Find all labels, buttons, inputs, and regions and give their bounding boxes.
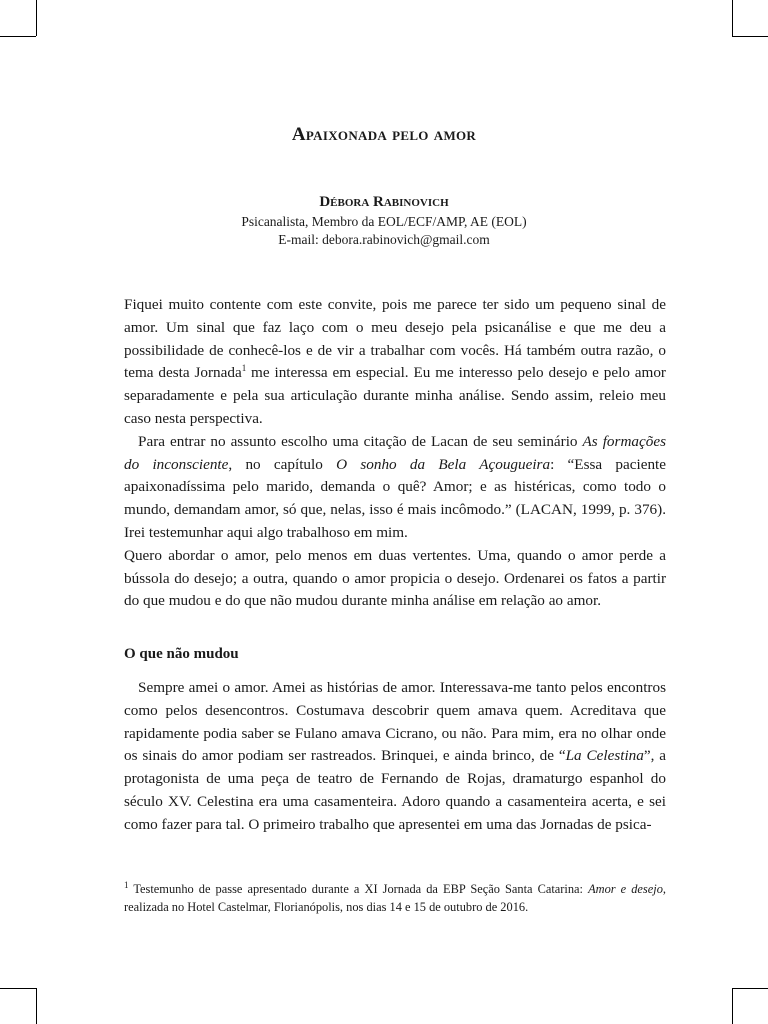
author-affiliation: Psicanalista, Membro da EOL/ECF/AMP, AE (EOL) bbox=[241, 214, 527, 229]
paragraph: Sempre amei o amor. Amei as histórias de amor. Interessava-me tanto pelos encontros como pelos desencontros. Costumava descobrir quem amava quem. Acreditava que rapidamente podia saber se Fulano amava Cicrano, ou não. Para mim, era no olhar onde os sinais do amor podiam ser rastreados. Brinquei, e ainda brinco, de “La Celestina”, a protagonista de uma peça de teatro de Fernando de Rojas, dramaturgo espanhol do século XV. Celestina era uma casamenteira. Adoro quando a casamenteira acerta, e sei como fazer para tal. O primeiro trabalho que apresentei em uma das Jornadas de psica- bbox=[124, 679, 666, 833]
author-email: E-mail: debora.rabinovich@gmail.com bbox=[278, 232, 490, 247]
italic-event: Amor e desejo bbox=[588, 882, 663, 896]
crop-mark bbox=[732, 36, 768, 37]
crop-mark bbox=[36, 988, 37, 1024]
crop-mark bbox=[0, 36, 36, 37]
crop-mark bbox=[732, 0, 733, 36]
italic-chapter: O sonho da Bela Açougueira bbox=[336, 455, 551, 473]
italic-title: La Celestina bbox=[565, 747, 644, 765]
section-body bbox=[124, 677, 666, 837]
paragraph: Para entrar no assunto escolho uma citação de Lacan de seu seminário As formações do inconsciente, no capítulo O sonho da Bela Açougueira: “Essa paciente apaixonadíssima pelo marido, demanda o quê? Amor; e as histéricas, como todo o mundo, demandam amor, só que, nelas, isso é mais incômodo.” (LACAN, 1999, p. 376). Irei testemunhar aqui algo trabalhoso em mim. bbox=[124, 432, 666, 541]
article-title: Apaixonada pelo amor bbox=[291, 124, 477, 145]
crop-mark bbox=[36, 0, 37, 36]
crop-mark bbox=[732, 988, 733, 1024]
footnote-number: 1 bbox=[124, 879, 129, 890]
section-heading: O que não mudou bbox=[124, 646, 239, 662]
italic-title: As formações do inconsciente bbox=[124, 432, 666, 473]
crop-mark bbox=[0, 988, 36, 989]
footnote-ref[interactable]: 1 bbox=[241, 363, 247, 374]
footnote: $^1$ Testemunho de passe apresentado durante a XI Jornada da EBP Seção Santa Catarina: Amor e desejo, realizada no Hotel Castelmar, Florianópolis, nos dias 14 e 15 de outubro de 2016. bbox=[124, 879, 666, 914]
paragraph: Quero abordar o amor, pelo menos em duas vertentes. Uma, quando o amor perde a bússola do desejo; a outra, quando o amor propicia o desejo. Ordenarei os fatos a partir do que mudou e do que não mudou durante minha análise em relação ao amor. bbox=[124, 546, 666, 610]
paragraph: Fiquei muito contente com este convite, pois me parece ter sido um pequeno sinal de amor. Um sinal que faz laço com o meu desejo pela psicanálise e que me deu a possibilidade de conhecê-los e de vir a trabalhar com vocês. Há também outra razão, o tema desta Jornada$^1$ me interessa em especial. Eu me interesso pelo desejo e pelo amor separadamente e pela sua articulação durante minha análise. Sendo assim, releio meu caso nesta perspectiva. bbox=[124, 296, 666, 427]
author-name: Débora Rabinovich bbox=[319, 194, 449, 210]
intro-section bbox=[124, 294, 666, 613]
crop-mark bbox=[732, 988, 768, 989]
